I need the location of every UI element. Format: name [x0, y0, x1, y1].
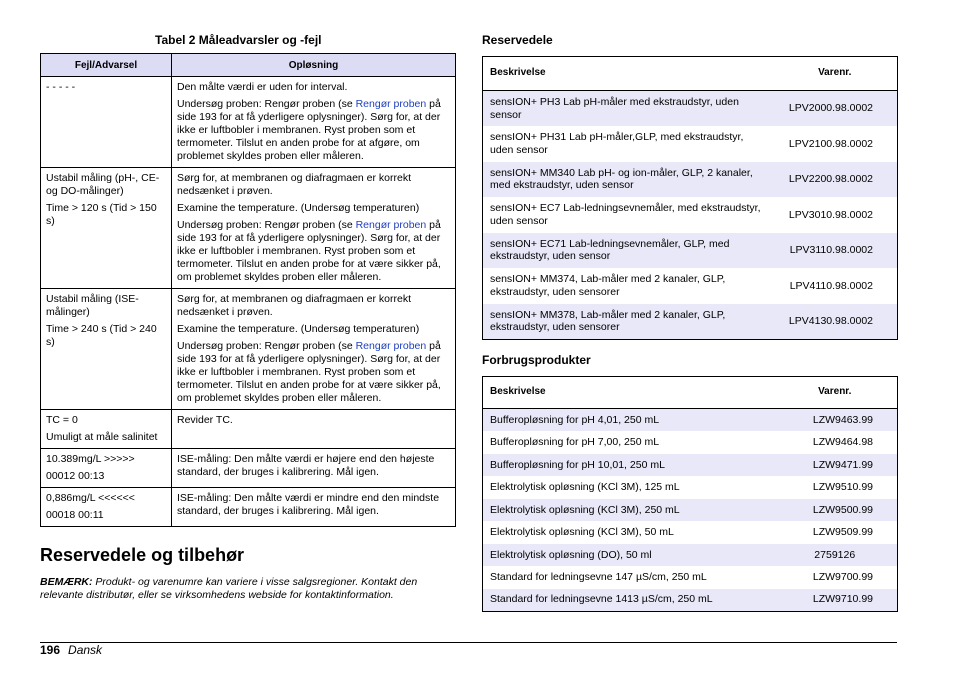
- table-row: [483, 499, 898, 522]
- fault-cell: [41, 410, 172, 449]
- item-number-cell: LZW9500.99: [773, 499, 898, 522]
- solution-cell: [172, 488, 456, 527]
- table-row: [41, 168, 456, 289]
- solution-text: Undersøg proben: Rengør proben (se: [177, 340, 356, 352]
- footer-language: Dansk: [68, 643, 103, 657]
- note: [40, 576, 455, 602]
- solution-text: på side 193 for at få yderligere oplysninger). Sørg for, at der ikke er luftbobler i membranen. Ryst proben som et termometer. Tilslut en anden probe for at afgøre, om problemet skyldes proben eller måleren.: [177, 98, 441, 162]
- solution-paragraph: [177, 340, 450, 405]
- fault-table-header: [41, 54, 456, 77]
- item-number-cell: LZW9464.98: [812, 436, 873, 448]
- description-cell: Standard for ledningsevne 1413 µS/cm, 250 mL: [483, 589, 773, 612]
- table-row: [483, 476, 898, 499]
- column-header-fault: Fejl/Advarsel: [41, 54, 172, 77]
- fault-text: Umuligt at måle salinitet: [46, 431, 158, 443]
- table-row: [483, 409, 898, 432]
- item-number-cell: 2759126: [773, 544, 898, 567]
- fault-text: 00012 00:13: [46, 470, 105, 482]
- table-row: [483, 431, 898, 454]
- solution-text: Undersøg proben: Rengør proben (se: [177, 219, 356, 231]
- table-row: [483, 197, 898, 233]
- description-cell: sensION+ PH31 Lab pH-måler,GLP, med ekstraudstyr, uden sensor: [490, 131, 744, 156]
- table-row: [41, 410, 456, 449]
- description-cell: Elektrolytisk opløsning (KCl 3M), 50 mL: [490, 526, 674, 538]
- cross-reference-link[interactable]: Rengør proben: [355, 219, 427, 231]
- consumables-table: [482, 376, 898, 612]
- column-header-solution: Opløsning: [172, 54, 456, 77]
- fault-cell: [41, 77, 172, 168]
- fault-cell: [41, 289, 172, 410]
- spares-heading: Reservedele: [482, 33, 553, 47]
- solution-text: Examine the temperature. (Undersøg temperaturen): [177, 323, 420, 335]
- solution-paragraph: [177, 453, 450, 479]
- table-row: [41, 449, 456, 488]
- solution-text: Undersøg proben: Rengør proben (se: [177, 98, 356, 110]
- solution-text: Examine the temperature. (Undersøg temperaturen): [177, 202, 420, 214]
- description-cell: Elektrolytisk opløsning (DO), 50 ml: [483, 544, 773, 567]
- solution-text: Sørg for, at membranen og diafragmaen er korrekt nedsænket i prøven.: [177, 293, 412, 318]
- table-row: [483, 233, 898, 269]
- item-number-cell: LZW9510.99: [812, 481, 873, 493]
- table-row: [483, 521, 898, 544]
- solution-cell: [172, 289, 456, 410]
- fault-text: TC = 0: [46, 414, 78, 426]
- description-cell: Bufferopløsning for pH 7,00, 250 mL: [490, 436, 660, 448]
- consumables-heading: Forbrugsprodukter: [482, 353, 591, 367]
- consumables-header: [483, 377, 898, 409]
- solution-text: Revider TC.: [177, 414, 233, 426]
- description-cell: sensION+ EC71 Lab-ledningsevnemåler, GLP, med ekstraudstyr, uden sensor: [483, 233, 773, 269]
- fault-text: Time > 120 s (Tid > 150 s): [46, 202, 157, 227]
- table-row: [483, 162, 898, 198]
- table-row: [483, 454, 898, 477]
- fault-cell: [41, 168, 172, 289]
- item-number-cell: LPV2000.98.0002: [773, 91, 898, 127]
- fault-text: 00018 00:11: [46, 509, 104, 521]
- solution-text: ISE-måling: Den målte værdi er mindre end den mindste standard, der bruges i kalibrering. Mål igen.: [177, 492, 440, 517]
- cross-reference-link[interactable]: Rengør proben: [355, 98, 427, 110]
- solution-cell: [172, 77, 456, 168]
- description-cell: Elektrolytisk opløsning (KCl 3M), 250 mL: [483, 499, 773, 522]
- fault-text: 10.389mg/L >>>>>: [46, 453, 135, 465]
- solution-paragraph: [177, 81, 450, 94]
- item-number-cell: LPV3010.98.0002: [788, 208, 873, 221]
- item-number-cell: LZW9700.99: [812, 571, 873, 583]
- column-header-description: Beskrivelse: [483, 377, 773, 409]
- column-header-item-number: Varenr.: [773, 57, 898, 91]
- description-cell: sensION+ MM374, Lab-måler med 2 kanaler, GLP, ekstraudstyr, uden sensorer: [490, 273, 726, 298]
- cross-reference-link[interactable]: Rengør proben: [355, 340, 427, 352]
- item-number-cell: LPV4130.98.0002: [773, 304, 898, 340]
- column-header-item-number: Varenr.: [773, 377, 898, 409]
- description-cell: Elektrolytisk opløsning (KCl 3M), 125 mL: [490, 481, 680, 493]
- table-row: [483, 304, 898, 340]
- solution-text: Sørg for, at membranen og diafragmaen er korrekt nedsænket i prøven.: [177, 172, 412, 197]
- solution-text: på side 193 for at få yderligere oplysninger). Sørg for, at der ikke er luftbobler i membranen. Ryst proben som et termometer. Tilslut en anden probe for at være sikker på, om problemet skyldes proben eller måleren.: [177, 219, 441, 283]
- fault-table: [40, 53, 456, 527]
- description-cell: sensION+ MM378, Lab-måler med 2 kanaler, GLP, ekstraudstyr, uden sensorer: [483, 304, 773, 340]
- description-cell: sensION+ EC7 Lab-ledningsevnemåler, med ekstraudstyr, uden sensor: [490, 202, 761, 227]
- footer: [40, 643, 102, 657]
- table-row: [483, 91, 898, 127]
- item-number-cell: LZW9710.99: [773, 589, 898, 612]
- note-label: BEMÆRK:: [40, 576, 93, 588]
- note-text: Produkt- og varenumre kan variere i visse salgsregioner. Kontakt den relevante distributør, eller se virksomhedens webside for kontaktinformation.: [40, 576, 418, 601]
- table-row: [483, 566, 898, 589]
- table-row: [41, 289, 456, 410]
- solution-paragraph: [177, 219, 450, 284]
- section-heading: Reservedele og tilbehør: [40, 545, 245, 565]
- solution-text: på side 193 for at få yderligere oplysninger). Sørg for, at der ikke er luftbobler i membranen. Ryst proben som et termometer. Tilslut en anden probe for at være sikker på, om problemet skyldes proben eller måleren.: [177, 340, 441, 404]
- table-row: [41, 77, 456, 168]
- solution-paragraph: [177, 414, 450, 427]
- item-number-cell: LPV4110.98.0002: [789, 279, 873, 292]
- description-cell: sensION+ MM340 Lab pH- og ion-måler, GLP, 2 kanaler, med ekstraudstyr, uden sensor: [483, 162, 773, 198]
- table-caption: Tabel 2 Måleadvarsler og -fejl: [155, 33, 322, 47]
- fault-cell: [41, 449, 172, 488]
- table-row: [483, 126, 898, 162]
- solution-paragraph: [177, 202, 450, 215]
- table-row: [41, 488, 456, 527]
- fault-text: Ustabil måling (ISE-målinger): [46, 293, 139, 318]
- table-row: [483, 268, 898, 304]
- solution-paragraph: [177, 492, 450, 518]
- footer-divider: [40, 642, 897, 643]
- description-cell: Standard for ledningsevne 147 µS/cm, 250 mL: [490, 571, 707, 583]
- solution-paragraph: [177, 293, 450, 319]
- fault-text: Time > 240 s (Tid > 240 s): [46, 323, 157, 348]
- solution-paragraph: [177, 323, 450, 336]
- spares-table: [482, 56, 898, 340]
- solution-paragraph: [177, 98, 450, 163]
- item-number-cell: LZW9509.99: [812, 526, 873, 538]
- description-cell: sensION+ PH3 Lab pH-måler med ekstraudstyr, uden sensor: [483, 91, 773, 127]
- table-row: [483, 544, 898, 567]
- description-cell: Bufferopløsning for pH 4,01, 250 mL: [483, 409, 773, 432]
- fault-cell: [41, 488, 172, 527]
- column-header-description: Beskrivelse: [483, 57, 773, 91]
- solution-cell: [172, 449, 456, 488]
- fault-text: - - - - -: [46, 81, 76, 93]
- solution-cell: [172, 410, 456, 449]
- item-number-cell: LZW9463.99: [773, 409, 898, 432]
- fault-text: Ustabil måling (pH-, CE- og DO-målinger): [46, 172, 160, 197]
- solution-text: ISE-måling: Den målte værdi er højere end den højeste standard, der bruges i kalibrering. Mål igen.: [177, 453, 435, 478]
- page-number: 196: [40, 643, 61, 657]
- description-cell: Bufferopløsning for pH 10,01, 250 mL: [483, 454, 773, 477]
- fault-text: 0,886mg/L <<<<<<: [46, 492, 135, 504]
- item-number-cell: LPV3110.98.0002: [773, 233, 898, 269]
- spares-header: [483, 57, 898, 91]
- item-number-cell: LPV2200.98.0002: [773, 162, 898, 198]
- table-row: [483, 589, 898, 612]
- solution-paragraph: [177, 172, 450, 198]
- solution-cell: [172, 168, 456, 289]
- solution-text: Den målte værdi er uden for interval.: [177, 81, 348, 93]
- item-number-cell: LZW9471.99: [773, 454, 898, 477]
- item-number-cell: LPV2100.98.0002: [788, 137, 873, 150]
